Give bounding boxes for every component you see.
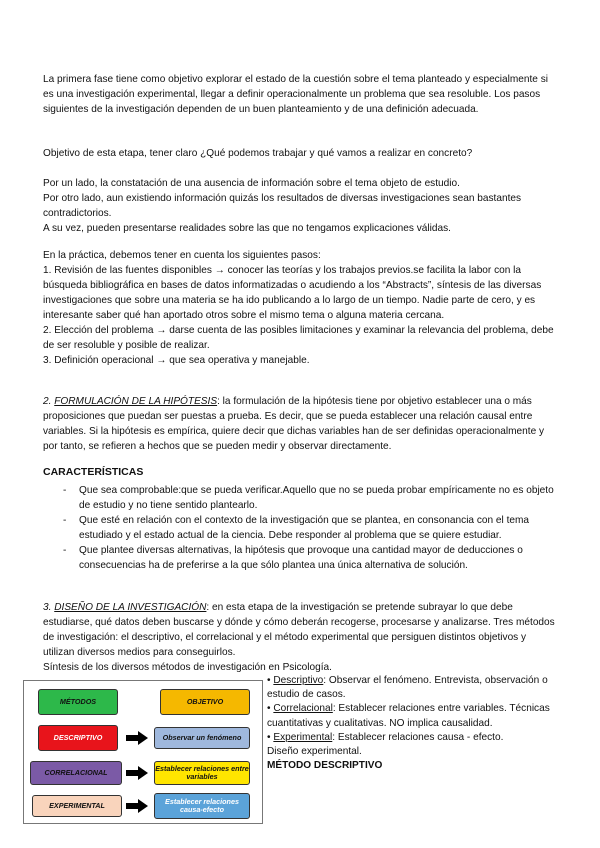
step-2: 2. Elección del problema → darse cuenta de las posibles limitaciones y examinar la relevancia del problema, debe de ser resoluble y posible de realizar. (43, 325, 554, 351)
section-3-number: 3. (43, 602, 52, 613)
right-arrow-icon (126, 731, 148, 745)
experimental-item (267, 731, 567, 745)
list-item (63, 543, 560, 573)
list-item (63, 513, 560, 543)
descriptive-method-heading: MÉTODO DESCRIPTIVO (267, 760, 383, 772)
methods-summary (267, 674, 567, 773)
section-2-title: FORMULACIÓN DE LA HIPÓTESIS (54, 396, 218, 407)
experimental-design: Diseño experimental. (267, 746, 362, 758)
bullet: • (267, 703, 271, 715)
list-item (63, 483, 560, 513)
step-1: 1. Revisión de las fuentes disponibles → conocer las teorías y los trabajos previos.se facilita la labor con la búsqueda bibliográfica en bases de datos informatizadas o acudiendo a los “Abstracts”, síntesis de las diversas investigaciones que sobre una materia se ha ido publicando a lo largo de un tiempo. Nadie parte de cero, y es interesante saber qué han aportado otros sobre el mismo tema o alguna materia cercana. (43, 265, 542, 321)
section-2-paragraph (43, 394, 560, 454)
context-paragraph (43, 176, 560, 236)
section-2-hypothesis (43, 394, 560, 454)
section-3-design (43, 600, 560, 675)
methods-header-box: MÉTODOS (38, 689, 118, 715)
intro-paragraph (43, 72, 560, 117)
list-item-text: Que plantee diversas alternativas, la hipótesis que provoque una cantidad mayor de deducciones o consecuencias ha de preferirse a la que sólo plantea una única alternativa de solución. (79, 545, 523, 571)
experimental-label: Experimental (273, 731, 333, 743)
characteristics-heading: CARACTERÍSTICAS (43, 466, 144, 478)
bullet: • (267, 731, 271, 743)
objective-text: Objetivo de esta etapa, tener claro ¿Qué podemos trabajar y qué vamos a realizar en concreto? (43, 148, 473, 159)
steps-intro: En la práctica, debemos tener en cuenta los siguientes pasos: (43, 250, 321, 261)
experimental-text: : Establecer relaciones causa - efecto. (332, 731, 504, 743)
section-2-text: : la formulación de la hipótesis tiene por objetivo establecer una o más proposiciones que puedan ser puestas a prueba. Es decir, que se pueda establecer una relación causal entre variables. Si la hipótesis es empírica, quiere decir que dichas variables han de ser definidas operacionalmente y por tanto, se refieren a hechos que se pueden medir y observar directamente. (43, 396, 545, 452)
objective-header-box: OBJETIVO (160, 689, 250, 715)
observe-phenomenon-box: Observar un fenómeno (154, 727, 250, 749)
objective-paragraph (43, 146, 560, 161)
correlational-item (267, 702, 567, 730)
section-3-paragraph (43, 600, 560, 660)
list-item-text: Que sea comprobable:que se pueda verificar.Aquello que no se pueda probar empíricamente no es objeto de estudio y no tiene sentido plantearlo. (79, 485, 554, 511)
correlational-label: Correlacional (273, 703, 333, 715)
context-line-3: A su vez, pueden presentarse realidades sobre las que no tengamos explicaciones válidas. (43, 223, 451, 234)
variables-relation-box: Establecer relaciones entre variables (154, 761, 250, 785)
steps-paragraph (43, 248, 560, 368)
correlational-method-box: CORRELACIONAL (30, 761, 122, 785)
section-3-title: DISEÑO DE LA INVESTIGACIÓN (54, 602, 207, 613)
experimental-method-box: EXPERIMENTAL (32, 795, 122, 817)
right-arrow-icon (126, 799, 148, 813)
characteristics-list (63, 483, 560, 573)
list-item-text: Que esté en relación con el contexto de la investigación que se plantea, en consonancia con el tema estudiado y el estado actual de la ciencia. Debe responder al problema que se quiere estudiar. (79, 515, 530, 541)
methods-diagram (23, 680, 263, 824)
dash-bullet: - (63, 485, 67, 496)
dash-bullet: - (63, 515, 67, 526)
descriptive-item (267, 674, 567, 702)
intro-text: La primera fase tiene como objetivo explorar el estado de la cuestión sobre el tema planteado y especialmente si es una investigación experimental, llegar a definir operacionalmente un problema que sea resoluble. Los pasos siguientes de la investigación dependen de un buen planteamiento y de una definición adecuada. (43, 74, 548, 115)
section-3-text: : en esta etapa de la investigación se pretende subrayar lo que debe estudiarse, qué datos deben buscarse y dónde y cómo deberán recogerse, procesarse y analizarse. Tres métodos de investigación: el descriptivo, el correlacional y el método experimental que persiguen distintos objetivos y utilizan diversos medios para conseguirlos. (43, 602, 555, 658)
step-3: 3. Definición operacional → que sea operativa y manejable. (43, 355, 310, 366)
bullet: • (267, 675, 271, 686)
section-3-synthesis: Síntesis de los diversos métodos de investigación en Psicología. (43, 662, 332, 673)
cause-effect-box: Establecer relaciones causa-efecto (154, 793, 250, 819)
context-line-1: Por un lado, la constatación de una ausencia de información sobre el tema objeto de estudio. (43, 178, 460, 189)
dash-bullet: - (63, 545, 67, 556)
right-arrow-icon (126, 766, 148, 780)
context-line-2: Por otro lado, aun existiendo información quizás los resultados de diversas investigaciones sean bastantes contradictorios. (43, 193, 522, 219)
descriptive-method-box: DESCRIPTIVO (38, 725, 118, 751)
section-2-number: 2. (43, 396, 52, 407)
descriptive-text: : Observar el fenómeno. Entrevista, observación o estudio de casos. (267, 675, 548, 701)
correlational-text: : Establecer relaciones entre variables. Técnicas cuantitativas y cualitativas. NO implica causalidad. (267, 703, 550, 729)
descriptive-label: Descriptivo (273, 675, 324, 686)
